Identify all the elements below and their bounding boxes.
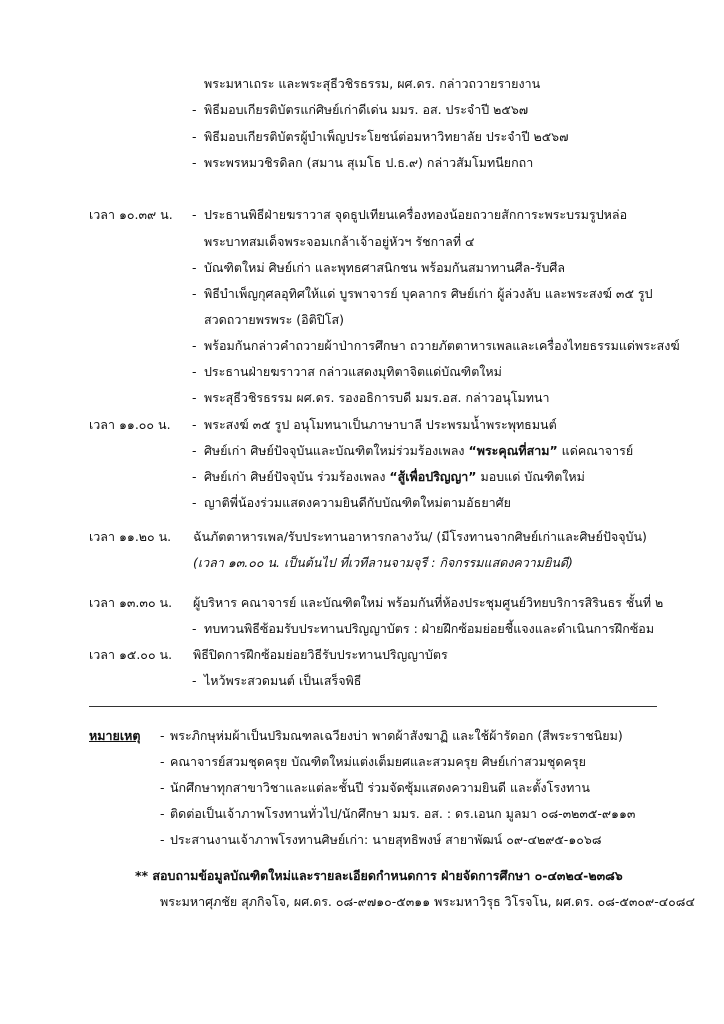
schedule-line: พร้อมกันกล่าวคำถวายผ้าป่าการศึกษา ถวายภัตตาหารเพลและเครื่องไทยธรรมแด่พระสงฆ์ bbox=[204, 338, 680, 353]
schedule-line: ฉันภัตตาหารเพล/รับประทานอาหารกลางวัน/ (มีโรงทานจากศิษย์เก่าและศิษย์ปัจจุบัน) bbox=[193, 529, 647, 544]
time-label: เวลา ๑๐.๓๙ น. bbox=[89, 207, 173, 222]
note-item: นักศึกษาทุกสาขาวิชาและแต่ละชั้นปี ร่วมจัดซุ้มแสดงความยินดี และตั้งโรงทาน bbox=[170, 780, 590, 795]
note-item: คณาจารย์สวมชุดครุย บัณฑิตใหม่แต่งเต็มยศและสวมครุย ศิษย์เก่าสวมชุดครุย bbox=[170, 754, 586, 769]
text-part: มอบแด่ บัณฑิตใหม่ bbox=[476, 469, 585, 484]
dash: - bbox=[192, 443, 197, 458]
intro-line-2: พิธีมอบเกียรติบัตรแก่ศิษย์เก่าดีเด่น มมร. อส. ประจำปี ๒๕๖๗ bbox=[204, 102, 529, 117]
dash: - bbox=[160, 754, 165, 769]
schedule-line: ทบทวนพิธีซ้อมรับประทานปริญญาบัตร : ฝ่ายฝึกซ้อมย่อยชี้แจงและดำเนินการฝึกซ้อม bbox=[204, 621, 655, 636]
dash: - bbox=[192, 102, 197, 117]
notes-heading: หมายเหตุ bbox=[89, 728, 141, 743]
intro-line-3: พิธีมอบเกียรติบัตรผู้บำเพ็ญประโยชน์ต่อมหาวิทยาลัย ประจำปี ๒๕๖๗ bbox=[204, 129, 569, 144]
dash: - bbox=[160, 728, 165, 743]
dash: - bbox=[192, 417, 197, 432]
text-part: ศิษย์เก่า ศิษย์ปัจจุบัน ร่วมร้องเพลง bbox=[204, 469, 390, 484]
dash: - bbox=[192, 260, 197, 275]
schedule-line: พระสุธีวชิรธรรม ผศ.ดร. รองอธิการบดี มมร.อส. กล่าวอนุโมทนา bbox=[204, 390, 550, 405]
time-label: เวลา ๑๑.๒๐ น. bbox=[89, 529, 172, 544]
schedule-line: พระสงฆ์ ๓๕ รูป อนุโมทนาเป็นภาษาบาลี ประพรมน้ำพระพุทธมนต์ bbox=[204, 417, 557, 432]
dash: - bbox=[192, 495, 197, 510]
time-label: เวลา ๑๑.๐๐ น. bbox=[89, 417, 171, 432]
song-title: “สู้เพื่อปริญญา” bbox=[389, 469, 477, 484]
schedule-line: พิธีบำเพ็ญกุศลอุทิศให้แด่ บูรพาจารย์ บุคลากร ศิษย์เก่า ผู้ล่วงลับ และพระสงฆ์ ๓๕ รูป bbox=[204, 286, 653, 301]
dash: - bbox=[192, 390, 197, 405]
note-item: พระภิกษุห่มผ้าเป็นปริมณฑลเฉวียงบ่า พาดผ้าสังฆาฏิ และใช้ผ้ารัดอก (สีพระราชนิยม) bbox=[170, 728, 623, 743]
time-label: เวลา ๑๕.๐๐ น. bbox=[89, 647, 173, 662]
dash: - bbox=[192, 621, 197, 636]
schedule-line bbox=[204, 471, 585, 484]
schedule-line: ไหว้พระสวดมนต์ เป็นเสร็จพิธี bbox=[204, 673, 362, 688]
text-part: ศิษย์เก่า ศิษย์ปัจจุบันและบัณฑิตใหม่ร่วมร้องเพลง bbox=[204, 443, 469, 458]
dash: - bbox=[160, 806, 165, 821]
note-item: ประสานงานเจ้าภาพโรงทานศิษย์เก่า: นายสุทธิพงษ์ สายาพัฒน์ ๐๙-๔๒๙๕-๑๐๖๘ bbox=[170, 832, 602, 847]
dash: - bbox=[192, 338, 197, 353]
schedule-line: พระบาทสมเด็จพระจอมเกล้าเจ้าอยู่หัวฯ รัชกาลที่ ๔ bbox=[204, 234, 475, 249]
dash: - bbox=[192, 673, 197, 688]
schedule-line: พิธีปิดการฝึกซ้อมย่อยวิธีรับประทานปริญญาบัตร bbox=[193, 647, 448, 662]
dash: - bbox=[192, 286, 197, 301]
schedule-line: ประธานพิธีฝ่ายฆราวาส จุดธูปเทียนเครื่องทองน้อยถวายสักการะพระบรมรูปหล่อ bbox=[204, 207, 628, 222]
dash: - bbox=[160, 832, 165, 847]
dash: - bbox=[160, 780, 165, 795]
dash: - bbox=[192, 129, 197, 144]
schedule-line: สวดถวายพรพระ (อิติปิโส) bbox=[204, 312, 344, 327]
schedule-note: (เวลา ๑๓.๐๐ น. เป็นต้นไป ที่เวทีลานจามจุรี : กิจกรรมแสดงความยินดี) bbox=[193, 555, 573, 570]
divider bbox=[89, 706, 657, 707]
dash: - bbox=[192, 207, 197, 222]
note-item: ติดต่อเป็นเจ้าภาพโรงทานทั่วไป/นักศึกษา มมร. อส. : ดร.เอนก มูลมา ๐๘-๓๒๓๕-๙๑๑๓ bbox=[170, 806, 636, 821]
song-title: “พระคุณที่สาม” bbox=[468, 443, 558, 458]
schedule-line: ผู้บริหาร คณาจารย์ และบัณฑิตใหม่ พร้อมกันที่ห้องประชุมศูนย์วิทยบริการสิรินธร ชั้นที่ ๒ bbox=[193, 595, 664, 610]
text-part: แด่คณาจารย์ bbox=[557, 443, 634, 458]
schedule-line: บัณฑิตใหม่ ศิษย์เก่า และพุทธศาสนิกชน พร้อมกันสมาทานศีล-รับศีล bbox=[204, 260, 566, 275]
dash: - bbox=[192, 364, 197, 379]
contact-heading: ** สอบถามข้อมูลบัณฑิตใหม่และรายละเอียดกำหนดการ ฝ่ายจัดการศึกษา ๐-๔๓๒๔-๒๓๘๖ bbox=[135, 868, 623, 883]
schedule-line: ญาติพี่น้องร่วมแสดงความยินดีกับบัณฑิตใหม่ตามอัธยาศัย bbox=[204, 495, 511, 510]
time-label: เวลา ๑๓.๓๐ น. bbox=[89, 595, 173, 610]
schedule-line: ประธานฝ่ายฆราวาส กล่าวแสดงมุทิตาจิตแด่บัณฑิตใหม่ bbox=[204, 364, 502, 379]
schedule-line bbox=[204, 445, 633, 458]
dash: - bbox=[192, 469, 197, 484]
intro-line-1: พระมหาเถระ และพระสุธีวชิรธรรม, ผศ.ดร. กล่าวถวายรายงาน bbox=[204, 76, 541, 91]
dash: - bbox=[192, 155, 197, 170]
intro-line-4: พระพรหมวชิรดิลก (สมาน สุเมโธ ป.ธ.๙) กล่าวสัมโมทนียกถา bbox=[204, 155, 534, 170]
contact-names: พระมหาศุภชัย สุภกิจโจ, ผศ.ดร. ๐๘-๙๗๑๐-๕๓๑๑ พระมหาวิรุธ วิโรจโน, ผศ.ดร. ๐๘-๕๓๐๙-๔๐๘๔ bbox=[160, 894, 695, 909]
